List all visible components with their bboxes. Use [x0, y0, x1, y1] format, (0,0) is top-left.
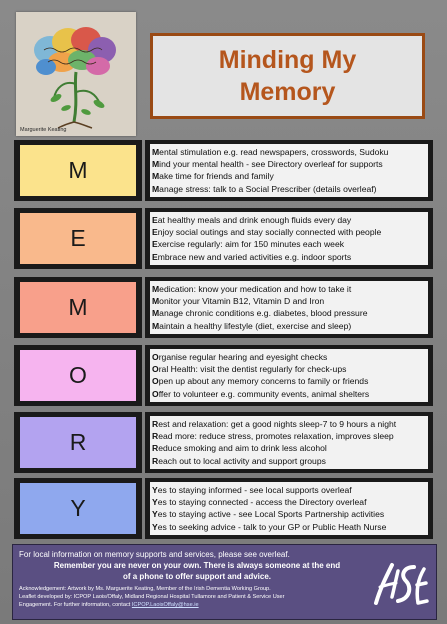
tips-list	[150, 482, 428, 535]
tip-line	[152, 170, 428, 182]
tip-lead-letter: O	[152, 376, 159, 387]
footer-reminder-line2: of a phone to offer support and advice.	[122, 572, 271, 581]
tip-lead-letter: E	[152, 239, 158, 250]
tip-line	[152, 283, 428, 295]
page-title-line2: Memory	[239, 78, 336, 106]
tips-list	[150, 212, 428, 265]
tip-text: es to seeking advice - talk to your GP or Public Heath Nurse	[157, 521, 387, 532]
tip-line	[152, 388, 428, 400]
tip-text: est and relaxation: get a good nights sleep-7 to 9 hours a night	[158, 419, 397, 429]
tip-text: mbrace new and varied activities e.g. indoor sports	[157, 251, 352, 262]
text-frame	[145, 208, 433, 269]
text-frame	[145, 478, 433, 539]
tip-line	[152, 183, 428, 195]
tip-lead-letter: Y	[152, 497, 158, 508]
tip-line	[152, 295, 428, 307]
letter-frame	[14, 412, 142, 473]
mnemonic-row-m1	[14, 140, 433, 201]
letter-tile	[20, 483, 136, 534]
letter-tile	[20, 282, 136, 333]
letter-tile	[20, 213, 136, 264]
footer-credits	[19, 585, 375, 610]
tip-lead-letter: R	[152, 431, 159, 442]
letter-frame	[14, 478, 142, 539]
acknowledgement-text: Acknowledgement: Artwork by Ms. Marguerite Keating, Member of the Irish Dementia Working Group.	[19, 586, 271, 592]
tip-text: ental stimulation e.g. read newspapers, crosswords, Sudoku	[159, 147, 389, 157]
brain-tree-icon	[16, 12, 136, 136]
tip-text: pen up about any memory concerns to family or friends	[158, 376, 369, 387]
mnemonic-row-y	[14, 478, 433, 539]
mnemonic-row-m2	[14, 277, 433, 338]
tip-line	[152, 363, 428, 375]
footer-reminder-line1: Remember you are never on your own. There is always someone at the end	[53, 561, 341, 570]
letter-frame	[14, 208, 142, 269]
tip-text: at healthy meals and drink enough fluids every day	[157, 215, 352, 225]
tip-lead-letter: M	[152, 308, 160, 319]
tip-text: edication: know your medication and how to take it	[159, 284, 352, 294]
tips-list	[150, 349, 428, 402]
letter-tile	[20, 350, 136, 401]
tip-text: xercise regularly: aim for 150 minutes each week	[157, 239, 345, 250]
tip-line	[152, 508, 428, 520]
tip-lead-letter: O	[152, 364, 159, 375]
tip-lead-letter: Y	[152, 509, 158, 520]
tip-line	[152, 484, 428, 496]
footer-panel	[12, 544, 437, 620]
tip-line	[152, 146, 428, 158]
page-title-line1: Minding My	[218, 46, 357, 74]
mnemonic-row-o	[14, 345, 433, 406]
tip-text: ake time for friends and family	[159, 171, 274, 182]
tip-lead-letter: R	[152, 443, 159, 454]
tip-text: anage stress: talk to a Social Prescriber (details overleaf)	[159, 183, 377, 194]
letter-tile	[20, 145, 136, 196]
tip-text: es to staying informed - see local supports overleaf	[157, 485, 352, 495]
mnemonic-letter: M	[68, 294, 88, 320]
tip-lead-letter: R	[152, 455, 159, 466]
tip-line	[152, 496, 428, 508]
tip-text: rganise regular hearing and eyesight checks	[158, 352, 328, 362]
tip-text: onitor your Vitamin B12, Vitamin D and Iron	[159, 296, 325, 307]
tips-list	[150, 416, 428, 469]
text-frame	[145, 345, 433, 406]
tip-line	[152, 351, 428, 363]
title-box	[150, 33, 425, 119]
tip-text: es to staying active - see Local Sports Partnership activities	[157, 509, 385, 520]
tip-line	[152, 430, 428, 442]
tip-text: ffer to volunteer e.g. community events, animal shelters	[158, 388, 370, 399]
developed-by-text: Leaflet developed by: ICPOP Laois/Offaly, Midland Regional Hospital Tullamore and Patient & Service User	[19, 594, 285, 601]
letter-frame	[14, 277, 142, 338]
contact-email-link[interactable]: ICPOP.LaoisOffaly@hse.ie	[131, 602, 199, 609]
tip-line	[152, 307, 428, 319]
tip-text: ead more: reduce stress, promotes relaxation, improves sleep	[158, 431, 394, 442]
footer-text	[19, 549, 375, 610]
letter-frame	[14, 345, 142, 406]
tip-line	[152, 214, 428, 226]
tip-lead-letter: M	[152, 147, 160, 157]
tip-line	[152, 251, 428, 263]
tips-list	[150, 281, 428, 334]
mnemonic-row-e	[14, 208, 433, 269]
brain-tree-artwork	[16, 12, 136, 136]
tip-text: anage chronic conditions e.g. diabetes, blood pressure	[159, 308, 368, 319]
mnemonic-letter: E	[70, 225, 86, 251]
mnemonic-row-r	[14, 412, 433, 473]
mnemonic-letter: R	[69, 429, 87, 455]
tip-lead-letter: M	[152, 284, 160, 294]
tip-line	[152, 418, 428, 430]
tip-lead-letter: Y	[152, 485, 158, 495]
tip-lead-letter: M	[152, 296, 160, 307]
tip-line	[152, 226, 428, 238]
tip-lead-letter: M	[152, 320, 160, 331]
contact-line	[19, 601, 375, 609]
letter-frame	[14, 140, 142, 201]
tip-line	[152, 521, 428, 533]
hse-logo-icon	[370, 553, 430, 615]
tip-lead-letter: O	[152, 388, 159, 399]
tip-line	[152, 442, 428, 454]
tip-text: njoy social outings and stay socially connected with people	[157, 227, 382, 238]
mnemonic-letter: O	[69, 362, 87, 388]
tip-lead-letter: E	[152, 215, 158, 225]
tip-text: ind your mental health - see Directory overleaf for supports	[159, 159, 383, 170]
tip-lead-letter: M	[152, 171, 160, 182]
text-frame	[145, 412, 433, 473]
letter-tile	[20, 417, 136, 468]
mnemonic-letter: M	[68, 157, 88, 183]
contact-prefix: Engagement. For further information, contact	[19, 602, 132, 609]
tip-lead-letter: R	[152, 419, 159, 429]
tip-line	[152, 375, 428, 387]
tip-text: aintain a healthy lifestyle (diet, exercise and sleep)	[159, 320, 352, 331]
tip-lead-letter: O	[152, 352, 159, 362]
footer-intro: For local information on memory supports and services, please see overleaf.	[19, 550, 290, 559]
tips-list	[150, 144, 428, 197]
text-frame	[145, 277, 433, 338]
tip-lead-letter: E	[152, 251, 158, 262]
artist-caption: Marguerite Keating	[20, 127, 67, 133]
tip-text: es to staying connected - access the Directory overleaf	[157, 497, 367, 508]
mnemonic-letter: Y	[70, 495, 86, 521]
tip-lead-letter: Y	[152, 521, 158, 532]
text-frame	[145, 140, 433, 201]
tip-lead-letter: E	[152, 227, 158, 238]
tip-line	[152, 320, 428, 332]
tip-text: ral Health: visit the dentist regularly for check-ups	[158, 364, 347, 375]
tip-lead-letter: M	[152, 183, 160, 194]
tip-line	[152, 455, 428, 467]
tip-line	[152, 158, 428, 170]
tip-text: each out to local activity and support groups	[158, 455, 326, 466]
tip-text: educe smoking and aim to drink less alcohol	[158, 443, 327, 454]
tip-lead-letter: M	[152, 159, 160, 170]
tip-line	[152, 238, 428, 250]
